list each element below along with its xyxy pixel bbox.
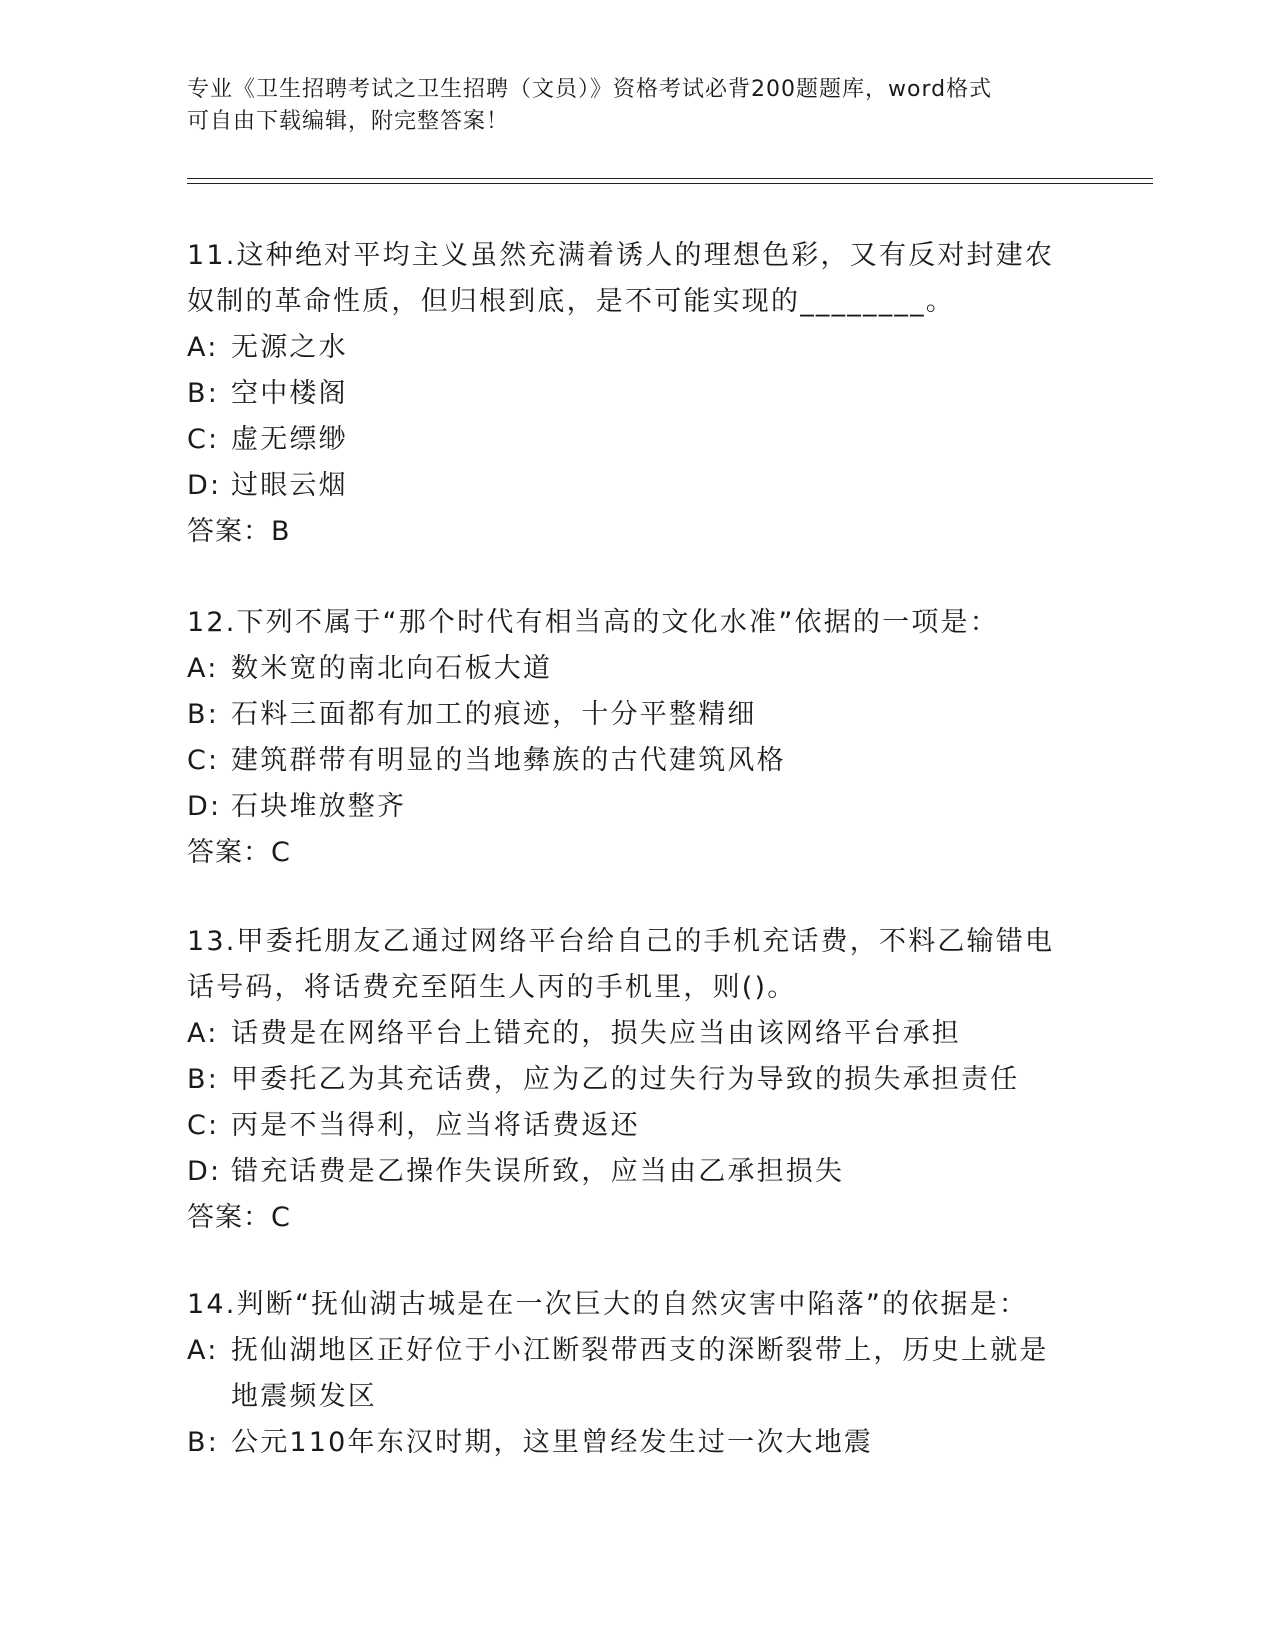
document-header (187, 74, 1067, 138)
header-divider-bottom (187, 183, 1153, 184)
option-text: 数米宽的南北向石板大道 (231, 653, 553, 684)
option-a (187, 1328, 1077, 1420)
option-b (187, 371, 1077, 417)
option-letter: C: (187, 424, 220, 455)
option-a (187, 646, 1077, 692)
option-text: 过眼云烟 (231, 470, 348, 501)
option-text: 空中楼阁 (231, 378, 348, 409)
question-13 (187, 919, 1077, 1241)
option-d (187, 463, 1077, 509)
option-text: 抚仙湖地区正好位于小江断裂带西支的深断裂带上，历史上就是地震频发区 (231, 1335, 1049, 1412)
question-14 (187, 1282, 1077, 1466)
option-text: 错充话费是乙操作失误所致，应当由乙承担损失 (231, 1156, 845, 1187)
option-letter: D: (187, 791, 222, 822)
option-letter: B: (187, 378, 220, 409)
option-text: 无源之水 (231, 332, 348, 363)
question-stem: 13.甲委托朋友乙通过网络平台给自己的手机充话费，不料乙输错电话号码，将话费充至陌生人丙的手机里，则()。 (187, 926, 1055, 1003)
question-stem: 12.下列不属于“那个时代有相当高的文化水准”依据的一项是： (187, 607, 999, 638)
option-letter: D: (187, 470, 222, 501)
option-b (187, 1420, 1077, 1466)
option-c (187, 417, 1077, 463)
option-text: 话费是在网络平台上错充的，损失应当由该网络平台承担 (231, 1018, 961, 1049)
answer: 答案：C (187, 837, 291, 868)
option-letter: C: (187, 745, 220, 776)
option-text: 丙是不当得利，应当将话费返还 (231, 1110, 640, 1141)
option-text: 公元110年东汉时期，这里曾经发生过一次大地震 (231, 1427, 874, 1458)
option-a (187, 325, 1077, 371)
answer: 答案：B (187, 516, 291, 547)
option-letter: A: (187, 1335, 219, 1366)
option-letter: A: (187, 332, 219, 363)
option-a (187, 1011, 1077, 1057)
option-d (187, 784, 1077, 830)
option-letter: B: (187, 699, 220, 730)
question-12 (187, 600, 1077, 876)
option-c (187, 1103, 1077, 1149)
option-b (187, 692, 1077, 738)
header-line-2: 可自由下载编辑，附完整答案！ (187, 109, 510, 134)
option-letter: D: (187, 1156, 222, 1187)
option-c (187, 738, 1077, 784)
header-divider-top (187, 178, 1153, 179)
answer: 答案：C (187, 1202, 291, 1233)
option-b (187, 1057, 1077, 1103)
question-stem: 11.这种绝对平均主义虽然充满着诱人的理想色彩，又有反对封建农奴制的革命性质，但归根到底，是不可能实现的________。 (187, 240, 1055, 317)
question-11 (187, 233, 1077, 555)
option-letter: C: (187, 1110, 220, 1141)
question-stem: 14.判断“抚仙湖古城是在一次巨大的自然灾害中陷落”的依据是： (187, 1289, 1029, 1320)
option-text: 虚无缥缈 (231, 424, 348, 455)
option-d (187, 1149, 1077, 1195)
option-text: 石块堆放整齐 (231, 791, 407, 822)
option-text: 甲委托乙为其充话费，应为乙的过失行为导致的损失承担责任 (231, 1064, 1020, 1095)
option-letter: B: (187, 1427, 220, 1458)
option-text: 建筑群带有明显的当地彝族的古代建筑风格 (231, 745, 786, 776)
option-letter: A: (187, 653, 219, 684)
option-letter: B: (187, 1064, 220, 1095)
option-letter: A: (187, 1018, 219, 1049)
option-text: 石料三面都有加工的痕迹，十分平整精细 (231, 699, 757, 730)
header-line-1: 专业《卫生招聘考试之卫生招聘（文员）》资格考试必背200题题库，word格式 (187, 77, 993, 102)
